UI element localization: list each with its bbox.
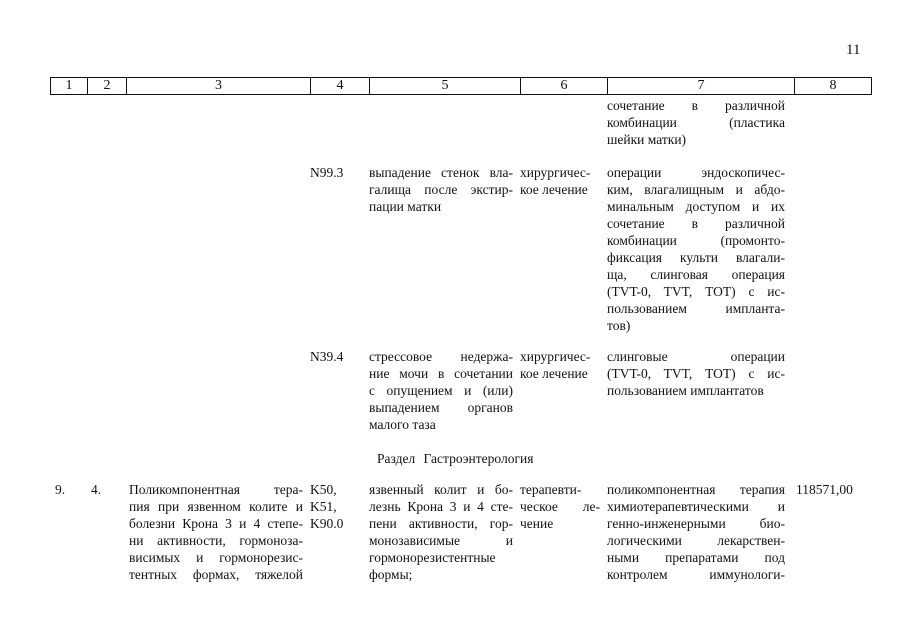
- method-cell-continued: [607, 97, 785, 148]
- code-cell: [310, 348, 366, 365]
- text-line: логическими лекарствен-: [607, 533, 785, 548]
- text-line: кое лечение: [520, 366, 588, 381]
- header-col-1: 1: [51, 78, 88, 95]
- text-line: операции эндоскопичес-: [607, 165, 785, 180]
- text-line: K51,: [310, 499, 337, 514]
- header-col-6: 6: [521, 78, 608, 95]
- text-line: ными препаратами под: [607, 550, 785, 565]
- diagnosis-cell: [369, 481, 513, 583]
- text-line: тентных формах, тяжелой: [129, 567, 303, 582]
- treatment-type-cell: [520, 164, 600, 198]
- text-line: контролем иммунологи-: [607, 567, 785, 582]
- text-line: тов): [607, 318, 631, 333]
- text-line: сочетание в различной: [607, 98, 785, 113]
- text-line: формы;: [369, 567, 413, 582]
- text-line: малого таза: [369, 417, 436, 432]
- text-line: слинговые операции: [607, 349, 785, 364]
- text-line: ческое ле-: [520, 499, 600, 514]
- text-line: (TVT-0, TVT, ТОТ) с ис-: [607, 284, 785, 299]
- row-number: 9.: [55, 482, 66, 497]
- method-cell: [607, 481, 785, 583]
- text-line: ни активности, гормоноза-: [129, 533, 303, 548]
- row-number-cell: [55, 481, 85, 498]
- text-line: болезни Крона 3 и 4 степе-: [129, 516, 303, 531]
- diagnosis-cell: [369, 164, 513, 215]
- text-line: фиксация культи влагали-: [607, 250, 785, 265]
- text-line: язвенный колит и бо-: [369, 482, 513, 497]
- text-line: пени активности, гор-: [369, 516, 513, 531]
- text-line: выпадение стенок вла-: [369, 165, 513, 180]
- text-line: пации матки: [369, 199, 442, 214]
- text-line: хирургичес-: [520, 349, 591, 364]
- procedure-name-cell: [129, 481, 303, 583]
- header-col-4: 4: [311, 78, 370, 95]
- text-line: чение: [520, 516, 554, 531]
- text-line: химиотерапевтическими и: [607, 499, 785, 514]
- text-line: монозависимые и: [369, 533, 513, 548]
- header-col-8: 8: [795, 78, 872, 95]
- text-line: лезнь Крона 3 и 4 сте-: [369, 499, 513, 514]
- treatment-type-cell: [520, 348, 600, 382]
- header-col-3: 3: [127, 78, 311, 95]
- text-line: (TVT-0, TVT, ТОТ) с ис-: [607, 366, 785, 381]
- text-line: галища после экстир-: [369, 182, 513, 197]
- text-line: хирургичес-: [520, 165, 591, 180]
- method-cell: [607, 348, 785, 399]
- text-line: K90.0: [310, 516, 344, 531]
- header-col-7: 7: [608, 78, 795, 95]
- text-line: пользованием импланта-: [607, 301, 785, 316]
- section-title: Раздел Гастроэнтерология: [377, 451, 534, 466]
- cost-value: 118571,00: [796, 482, 853, 497]
- diagnosis-cell: [369, 348, 513, 433]
- method-cell: [607, 164, 785, 334]
- code-cell: [310, 481, 366, 532]
- text-line: кое лечение: [520, 182, 588, 197]
- sub-number-cell: [91, 481, 121, 498]
- text-line: поликомпонентная терапия: [607, 482, 785, 497]
- text-line: комбинации (пластика: [607, 115, 785, 130]
- text-line: сочетание в различной: [607, 216, 785, 231]
- code-cell: [310, 164, 366, 181]
- text-line: ща, слинговая операция: [607, 267, 785, 282]
- text-line: пия при язвенном колите и: [129, 499, 303, 514]
- column-header-table: [50, 77, 872, 95]
- text-line: шейки матки): [607, 132, 687, 147]
- text-line: комбинации (промонто-: [607, 233, 785, 248]
- text-line: пользованием имплантатов: [607, 383, 764, 398]
- text-line: минальным доступом и их: [607, 199, 785, 214]
- treatment-type-cell: [520, 481, 600, 532]
- text-line: висимых и гормонорезис-: [129, 550, 303, 565]
- page-number: 11: [846, 42, 861, 58]
- text-line: выпадением органов: [369, 400, 513, 415]
- text-line: гормонорезистентные: [369, 550, 496, 565]
- text-line: стрессовое недержа-: [369, 349, 513, 364]
- sub-number: 4.: [91, 482, 102, 497]
- text-line: ким, влагалищным и абдо-: [607, 182, 785, 197]
- header-col-2: 2: [88, 78, 127, 95]
- text-line: Поликомпонентная тера-: [129, 482, 303, 497]
- text-line: генно-инженерными био-: [607, 516, 785, 531]
- code-text: N39.4: [310, 349, 344, 364]
- text-line: с опущением и (или): [369, 383, 513, 398]
- text-line: K50,: [310, 482, 337, 497]
- code-text: N99.3: [310, 165, 344, 180]
- text-line: терапевти-: [520, 482, 582, 497]
- cost-cell: [796, 481, 876, 498]
- header-col-5: 5: [370, 78, 521, 95]
- text-line: ние мочи в сочетании: [369, 366, 513, 381]
